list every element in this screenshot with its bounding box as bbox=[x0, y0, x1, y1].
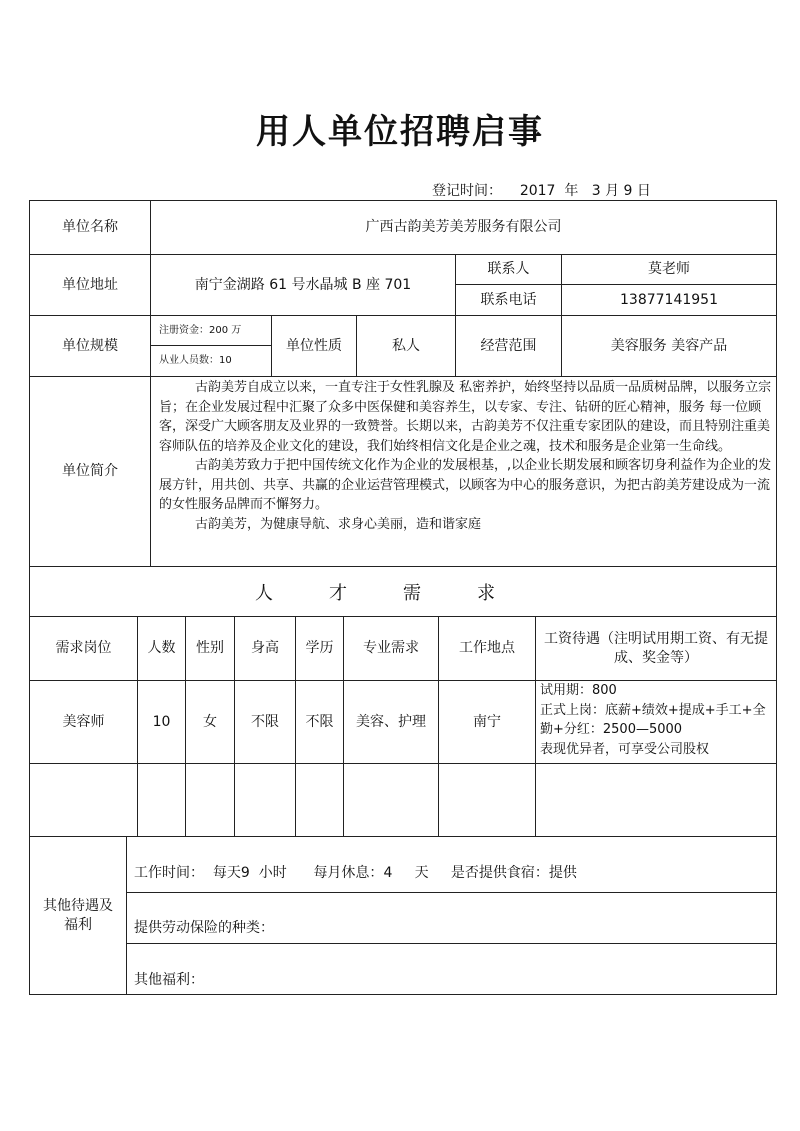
benefit-row-3 bbox=[126, 943, 777, 995]
employee-count: 从业人员数：10 bbox=[150, 345, 272, 377]
row-location: 南宁 bbox=[438, 680, 536, 764]
header-major: 专业需求 bbox=[343, 616, 439, 681]
label-scale: 单位规模 bbox=[29, 315, 151, 377]
business-scope: 美容服务 美容产品 bbox=[561, 315, 777, 377]
contact-person: 莫老师 bbox=[561, 254, 777, 285]
header-education: 学历 bbox=[295, 616, 344, 681]
header-wage: 工资待遇（注明试用期工资、有无提成、奖金等） bbox=[535, 616, 777, 681]
header-count: 人数 bbox=[137, 616, 186, 681]
company-name: 广西古韵美芳美芳服务有限公司 bbox=[150, 200, 777, 255]
empty-cell bbox=[535, 763, 777, 837]
empty-cell bbox=[343, 763, 439, 837]
label-phone: 联系电话 bbox=[455, 284, 562, 316]
row-position: 美容师 bbox=[29, 680, 138, 764]
label-benefits: 其他待遇及福利 bbox=[29, 836, 127, 995]
registration-date: 登记时间： 2017 年 3 月 9 日 bbox=[432, 183, 651, 199]
work-time: 工作时间： 每天9 小时 每月休息：4 天 是否提供食宿：提供 bbox=[134, 865, 577, 881]
label-address: 单位地址 bbox=[29, 254, 151, 316]
other-benefits: 其他福利： bbox=[134, 972, 204, 988]
label-nature: 单位性质 bbox=[271, 315, 357, 377]
header-height: 身高 bbox=[234, 616, 296, 681]
company-intro bbox=[151, 376, 777, 566]
row-gender: 女 bbox=[185, 680, 235, 764]
registered-capital: 注册资金：200 万 bbox=[150, 315, 272, 346]
empty-cell bbox=[438, 763, 536, 837]
intro-paragraph-2: 古韵美芳致力于把中国传统文化作为企业的发展根基，,以企业长期发展和顾客切身利益作为企业的发展方针，用共创、共享、共赢的企业运营管理模式，以顾客为中心的服务意识，为把古韵美芳建设成为一流的女性服务品牌而不懈努力。 bbox=[159, 458, 772, 512]
talent-needs-title: 人才需求 bbox=[29, 566, 777, 617]
row-education: 不限 bbox=[295, 680, 344, 764]
intro-paragraph-3: 古韵美芳，为健康导航、求身心美丽，造和谐家庭 bbox=[195, 516, 482, 532]
empty-cell bbox=[137, 763, 186, 837]
label-company-name: 单位名称 bbox=[29, 200, 151, 255]
contact-phone: 13877141951 bbox=[561, 284, 777, 316]
row-height: 不限 bbox=[234, 680, 296, 764]
empty-cell bbox=[185, 763, 235, 837]
empty-cell bbox=[295, 763, 344, 837]
label-scope: 经营范围 bbox=[455, 315, 562, 377]
insurance-types: 提供劳动保险的种类： bbox=[134, 920, 274, 936]
empty-cell bbox=[234, 763, 296, 837]
intro-paragraph-1: 古韵美芳自成立以来，一直专注于女性乳腺及 私密养护，始终坚持以品质一品质树品牌，以服务立宗旨；在企业发展过程中汇聚了众多中医保健和美容养生，以专家、专注、钻研的匠心精神，服务 每一位顾客，深受广大顾客朋友及业界的一致赞誉。长期以来，古韵美芳不仅注重专家团队的建设，而且特别注重美容师队伍的培养及企业文化的建设，我们始终相信文化是企业之魂，技术和服务是企业第一生命线。 bbox=[159, 380, 772, 454]
header-position: 需求岗位 bbox=[29, 616, 138, 681]
header-gender: 性别 bbox=[185, 616, 235, 681]
row-major: 美容、护理 bbox=[343, 680, 439, 764]
header-location: 工作地点 bbox=[438, 616, 536, 681]
label-intro: 单位简介 bbox=[29, 376, 151, 567]
wage-bonus: 表现优异者，可享受公司股权 bbox=[540, 741, 710, 757]
label-contact: 联系人 bbox=[455, 254, 562, 285]
company-nature: 私人 bbox=[356, 315, 456, 377]
page-title: 用人单位招聘启事 bbox=[256, 112, 544, 152]
wage-probation: 试用期：800 bbox=[540, 683, 617, 698]
company-address: 南宁金湖路 61 号水晶城 B 座 701 bbox=[150, 254, 456, 316]
row-count: 10 bbox=[137, 680, 186, 764]
row-wage bbox=[540, 681, 776, 759]
empty-cell bbox=[29, 763, 138, 837]
wage-formal: 正式上岗：底薪+绩效+提成+手工+全勤+分红：2500—5000 bbox=[540, 702, 766, 737]
